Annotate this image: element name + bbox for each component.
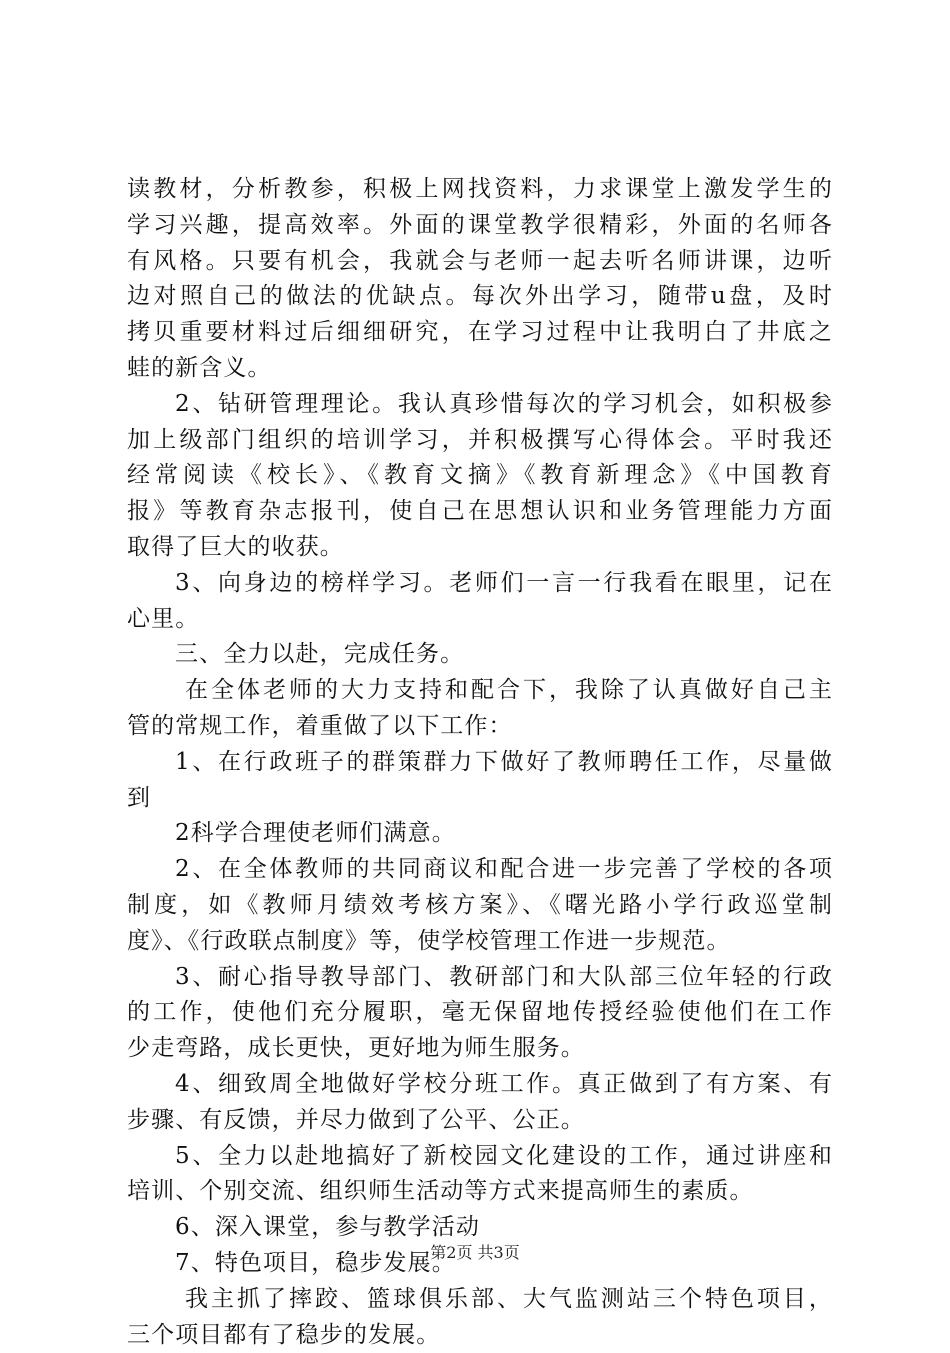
section-heading: 三、全力以赴，完成任务。 [127, 637, 833, 673]
text-line: 边对照自己的做法的优缺点。每次外出学习，随带u盘，及时 [127, 279, 833, 315]
paragraph-line: 7、特色项目，稳步发展。 [127, 1246, 833, 1282]
text-line: 制度，如《教师月绩效考核方案》、《曙光路小学行政巡堂制 [127, 888, 833, 924]
text-line: 学习兴趣，提高效率。外面的课堂教学很精彩，外面的名师各 [127, 208, 833, 244]
page-footer [0, 1243, 950, 1263]
text-line: 经常阅读《校长》、《教育文摘》《教育新理念》《中国教育 [127, 458, 833, 494]
text-line: 到 [127, 781, 833, 817]
text-line: 度》、《行政联点制度》等，使学校管理工作进一步规范。 [127, 924, 833, 960]
text-line: 少走弯路，成长更快，更好地为师生服务。 [127, 1031, 833, 1067]
paragraph-line: 我主抓了摔跤、篮球俱乐部、大气监测站三个特色项目， [127, 1282, 833, 1318]
text-line: 读教材，分析教参，积极上网找资料，力求课堂上激发学生的 [127, 172, 833, 208]
text-line: 拷贝重要材料过后细细研究，在学习过程中让我明白了井底之 [127, 315, 833, 351]
text-line: 管的常规工作，着重做了以下工作： [127, 709, 833, 745]
paragraph-line: 在全体老师的大力支持和配合下，我除了认真做好自己主 [127, 673, 833, 709]
text-line: 有风格。只要有机会，我就会与老师一起去听名师讲课，边听 [127, 244, 833, 280]
paragraph-line: 6、深入课堂，参与教学活动 [127, 1210, 833, 1246]
paragraph-line: 3、耐心指导教导部门、教研部门和大队部三位年轻的行政 [127, 960, 833, 996]
text-line: 的工作，使他们充分履职，毫无保留地传授经验使他们在工作 [127, 995, 833, 1031]
paragraph-line: 5、全力以赴地搞好了新校园文化建设的工作，通过讲座和 [127, 1139, 833, 1175]
text-line: 蛙的新含义。 [127, 351, 833, 387]
paragraph-line: 4、细致周全地做好学校分班工作。真正做到了有方案、有 [127, 1067, 833, 1103]
paragraph-line: 2、在全体教师的共同商议和配合进一步完善了学校的各项 [127, 852, 833, 888]
text-line: 三个项目都有了稳步的发展。 [127, 1318, 833, 1353]
paragraph-line: 2科学合理使老师们满意。 [127, 816, 833, 852]
text-line: 心里。 [127, 602, 833, 638]
paragraph-line: 2、钻研管理理论。我认真珍惜每次的学习机会，如积极参 [127, 387, 833, 423]
text-line: 取得了巨大的收获。 [127, 530, 833, 566]
document-body [127, 172, 833, 1353]
text-line: 加上级部门组织的培训学习，并积极撰写心得体会。平时我还 [127, 423, 833, 459]
text-line: 步骤、有反馈，并尽力做到了公平、公正。 [127, 1103, 833, 1139]
text-line: 报》等教育杂志报刊，使自己在思想认识和业务管理能力方面 [127, 494, 833, 530]
paragraph-line: 3、向身边的榜样学习。老师们一言一行我看在眼里，记在 [127, 566, 833, 602]
page-number: 第2页 共3页 [430, 1243, 519, 1262]
text-line: 培训、个别交流、组织师生活动等方式来提高师生的素质。 [127, 1174, 833, 1210]
paragraph-line: 1、在行政班子的群策群力下做好了教师聘任工作，尽量做 [127, 745, 833, 781]
